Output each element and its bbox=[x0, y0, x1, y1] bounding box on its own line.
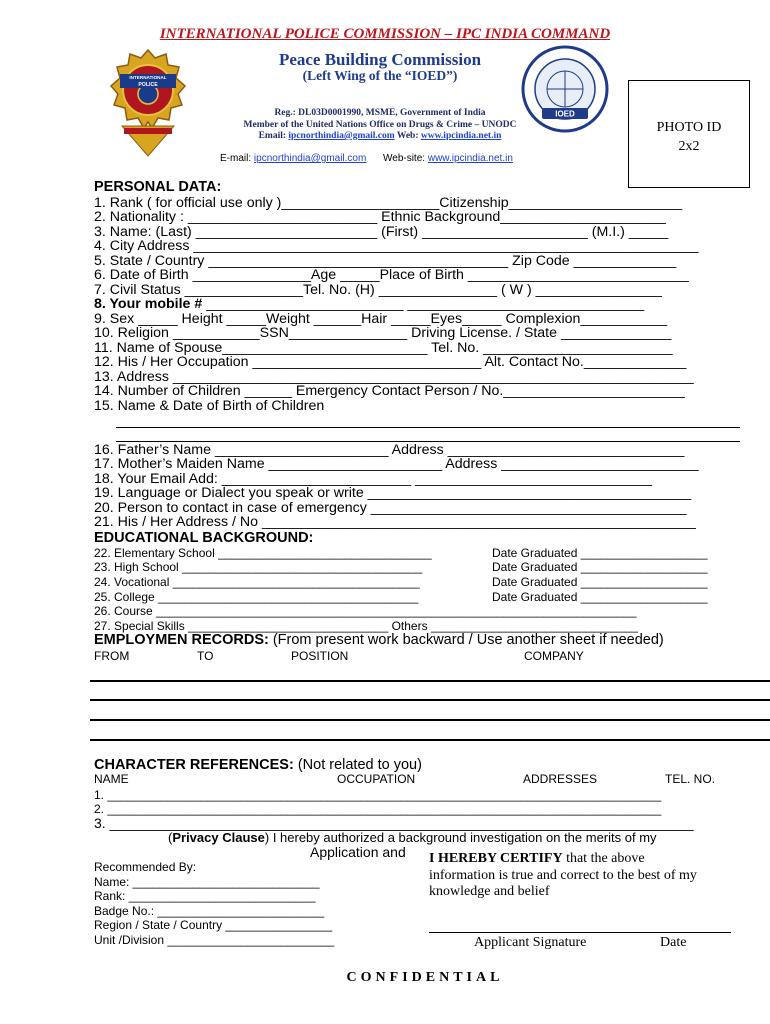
field-physical[interactable]: 9. Sex _____ Height _____Weight ______Hair _____Eyes_____ Complexion___________ bbox=[94, 311, 668, 327]
privacy-clause: (Privacy Clause) I hereby authorized a background investigation on the merits of my bbox=[168, 830, 657, 845]
svg-text:INTERNATIONAL: INTERNATIONAL bbox=[129, 75, 167, 80]
employment-line-2[interactable] bbox=[90, 699, 770, 701]
privacy-clause-line2: Application and bbox=[310, 844, 406, 860]
field-date-grad-4[interactable]: Date Graduated ___________________ bbox=[492, 590, 708, 604]
personal-data-heading: PERSONAL DATA: bbox=[94, 179, 222, 195]
email-link[interactable]: ipcnorthindia@gmail.com bbox=[288, 131, 395, 141]
contact-email bbox=[220, 153, 366, 164]
date-label: Date bbox=[660, 935, 687, 950]
children-line-1[interactable] bbox=[116, 427, 740, 428]
col-company: COMPANY bbox=[524, 649, 584, 663]
org-subtitle: (Left Wing of the “IOED”) bbox=[302, 68, 458, 83]
field-dob-age-place[interactable]: 6. Date of Birth _______________Age _____Place of Birth ____________________________ bbox=[94, 267, 689, 283]
col-name: NAME bbox=[94, 772, 129, 786]
signature-line[interactable] bbox=[429, 932, 731, 933]
field-father[interactable]: 16. Father’s Name ______________________ Address ______________________________ bbox=[94, 442, 685, 458]
field-city-address[interactable]: 4. City Address ________________________________________________________________ bbox=[94, 238, 699, 254]
field-mother[interactable]: 17. Mother’s Maiden Name ______________________ Address _________________________ bbox=[94, 456, 699, 472]
field-email[interactable]: 18. Your Email Add: ________________________ ______________________________ bbox=[94, 471, 652, 487]
web-label: Web: bbox=[396, 131, 419, 141]
contact-web-link[interactable]: www.ipcindia.net.in bbox=[427, 153, 513, 164]
recommended-by-title: Recommended By: bbox=[94, 860, 197, 874]
org-name: Peace Building Commission bbox=[278, 50, 482, 69]
field-nationality-ethnic[interactable]: 2. Nationality : ________________________ Ethnic Background_____________________ bbox=[94, 209, 666, 225]
signature-label: Applicant Signature bbox=[474, 935, 587, 950]
employment-note: (From present work backward / Use another sheet if needed) bbox=[268, 632, 664, 648]
recommender-unit-field[interactable]: Unit /Division _________________________ bbox=[94, 933, 335, 947]
field-children-names: 15. Name & Date of Birth of Children bbox=[94, 398, 325, 414]
references-heading bbox=[94, 757, 422, 773]
contact-email-link[interactable]: ipcnorthindia@gmail.com bbox=[253, 153, 367, 164]
web-link[interactable]: www.ipcindia.net.in bbox=[420, 131, 502, 141]
field-course[interactable]: 26. Course ________________________________________________________________________ bbox=[94, 604, 637, 618]
field-elementary[interactable]: 22. Elementary School ________________________________ bbox=[94, 546, 432, 560]
employment-line-3[interactable] bbox=[90, 719, 770, 721]
privacy-clause-label: Privacy Clause bbox=[172, 830, 265, 845]
reference-row-1[interactable]: 1. ___________________________________________________________________________________ bbox=[94, 788, 662, 802]
field-children-emergency[interactable]: 14. Number of Children ______ Emergency Contact Person / No._______________________ bbox=[94, 383, 685, 399]
ioed-seal-center-text: IOED bbox=[555, 109, 575, 119]
employment-line-1[interactable] bbox=[90, 680, 770, 682]
email-web-line bbox=[195, 131, 565, 141]
ipc-badge-logo bbox=[108, 48, 188, 158]
contact-email-label: E-mail: bbox=[220, 153, 252, 164]
ipc-badge-icon bbox=[108, 48, 188, 158]
certify-text-1: that the above bbox=[562, 851, 645, 866]
references-note: (Not related to you) bbox=[293, 757, 422, 773]
col-position: POSITION bbox=[291, 649, 349, 663]
col-tel: TEL. NO. bbox=[665, 772, 716, 786]
photo-id-label: PHOTO ID bbox=[656, 120, 722, 135]
mobile-blank[interactable]: _________________________ ______________________________ bbox=[202, 296, 645, 312]
field-religion-ssn[interactable]: 10. Religion ___________SSN_______________ Driving License. / State ______________ bbox=[94, 325, 672, 341]
employment-heading bbox=[94, 632, 664, 648]
photo-id-box[interactable] bbox=[628, 80, 750, 188]
photo-size-label: 2x2 bbox=[678, 139, 700, 154]
contact-web-label: Web-site: bbox=[383, 153, 426, 164]
reference-row-3[interactable]: 3. ___________________________________________________________________________ bbox=[94, 815, 694, 831]
certify-line-3: knowledge and belief bbox=[429, 884, 550, 899]
ioed-seal-logo bbox=[520, 44, 610, 134]
reference-row-2[interactable]: 2. ___________________________________________________________________________________ bbox=[94, 802, 662, 816]
recommender-rank-field[interactable]: Rank: ____________________________ bbox=[94, 889, 316, 903]
field-date-grad-1[interactable]: Date Graduated ___________________ bbox=[492, 546, 708, 560]
ioed-seal-icon bbox=[520, 44, 610, 134]
recommender-region-field[interactable]: Region / State / Country ________________ bbox=[94, 918, 333, 932]
field-date-grad-2[interactable]: Date Graduated ___________________ bbox=[492, 560, 708, 574]
member-line: Member of the United Nations Office on Drugs & Crime – UNODC bbox=[243, 120, 517, 130]
certify-line-1 bbox=[429, 851, 645, 867]
field-highschool[interactable]: 23. High School ____________________________________ bbox=[94, 560, 423, 574]
top-title: INTERNATIONAL POLICE COMMISSION – IPC INDIA COMMAND bbox=[159, 26, 611, 42]
references-heading-label: CHARACTER REFERENCES: bbox=[94, 757, 294, 773]
privacy-clause-text: I hereby authorized a background investigation on the merits of my bbox=[269, 830, 657, 845]
field-address[interactable]: 13. Address __________________________________________________________________ bbox=[94, 369, 694, 385]
field-special-skills[interactable]: 27. Special Skills ______________________________ Others _______________________________ bbox=[94, 619, 638, 633]
mobile-label: 8. Your mobile # bbox=[94, 296, 203, 312]
field-spouse[interactable]: 11. Name of Spouse__________________________ Tel. No. ________________________ bbox=[94, 340, 673, 356]
svg-text:POLICE: POLICE bbox=[138, 82, 158, 88]
recommender-name-field[interactable]: Name: ____________________________ bbox=[94, 875, 320, 889]
field-rank-citizenship[interactable]: 1. Rank ( for official use only )____________________Citizenship______________________ bbox=[94, 195, 683, 211]
employment-heading-label: EMPLOYMEN RECORDS: bbox=[94, 632, 269, 648]
field-mobile[interactable] bbox=[94, 297, 644, 312]
recommender-badge-field[interactable]: Badge No.: _________________________ bbox=[94, 904, 325, 918]
education-heading: EDUCATIONAL BACKGROUND: bbox=[94, 530, 314, 546]
certify-bold: I HEREBY CERTIFY bbox=[429, 851, 563, 866]
contact-web bbox=[383, 153, 513, 164]
field-date-grad-3[interactable]: Date Graduated ___________________ bbox=[492, 575, 708, 589]
field-occupation[interactable]: 12. His / Her Occupation _____________________________ Alt. Contact No._____________ bbox=[94, 354, 687, 370]
col-occupation: OCCUPATION bbox=[337, 772, 416, 786]
email-label: Email: bbox=[258, 131, 287, 141]
field-vocational[interactable]: 24. Vocational _____________________________________ bbox=[94, 575, 420, 589]
certify-line-2: information is true and correct to the best of my bbox=[429, 868, 697, 883]
col-to: TO bbox=[197, 649, 214, 663]
field-name[interactable]: 3. Name: (Last) _______________________ (First) _____________________ (M.I.) _____ bbox=[94, 224, 669, 240]
col-from: FROM bbox=[94, 649, 130, 663]
field-state-zip[interactable]: 5. State / Country ______________________________________ Zip Code _____________ bbox=[94, 253, 677, 269]
field-emergency-person[interactable]: 20. Person to contact in case of emergency ________________________________________ bbox=[94, 500, 687, 516]
field-college[interactable]: 25. College _______________________________________ bbox=[94, 590, 419, 604]
confidential-footer: CONFIDENTIAL bbox=[346, 970, 504, 985]
field-emergency-address[interactable]: 21. His / Her Address / No _______________________________________________________ bbox=[94, 514, 696, 530]
employment-line-4[interactable] bbox=[90, 739, 770, 741]
registration-line: Reg.: DL03D0001990, MSME, Government of India bbox=[274, 108, 486, 118]
field-language[interactable]: 19. Language or Dialect you speak or write _________________________________________ bbox=[94, 485, 692, 501]
field-civil-status-tel[interactable]: 7. Civil Status _______________Tel. No. (H) _______________ ( W ) ________________ bbox=[94, 282, 662, 298]
col-addresses: ADDRESSES bbox=[523, 772, 598, 786]
